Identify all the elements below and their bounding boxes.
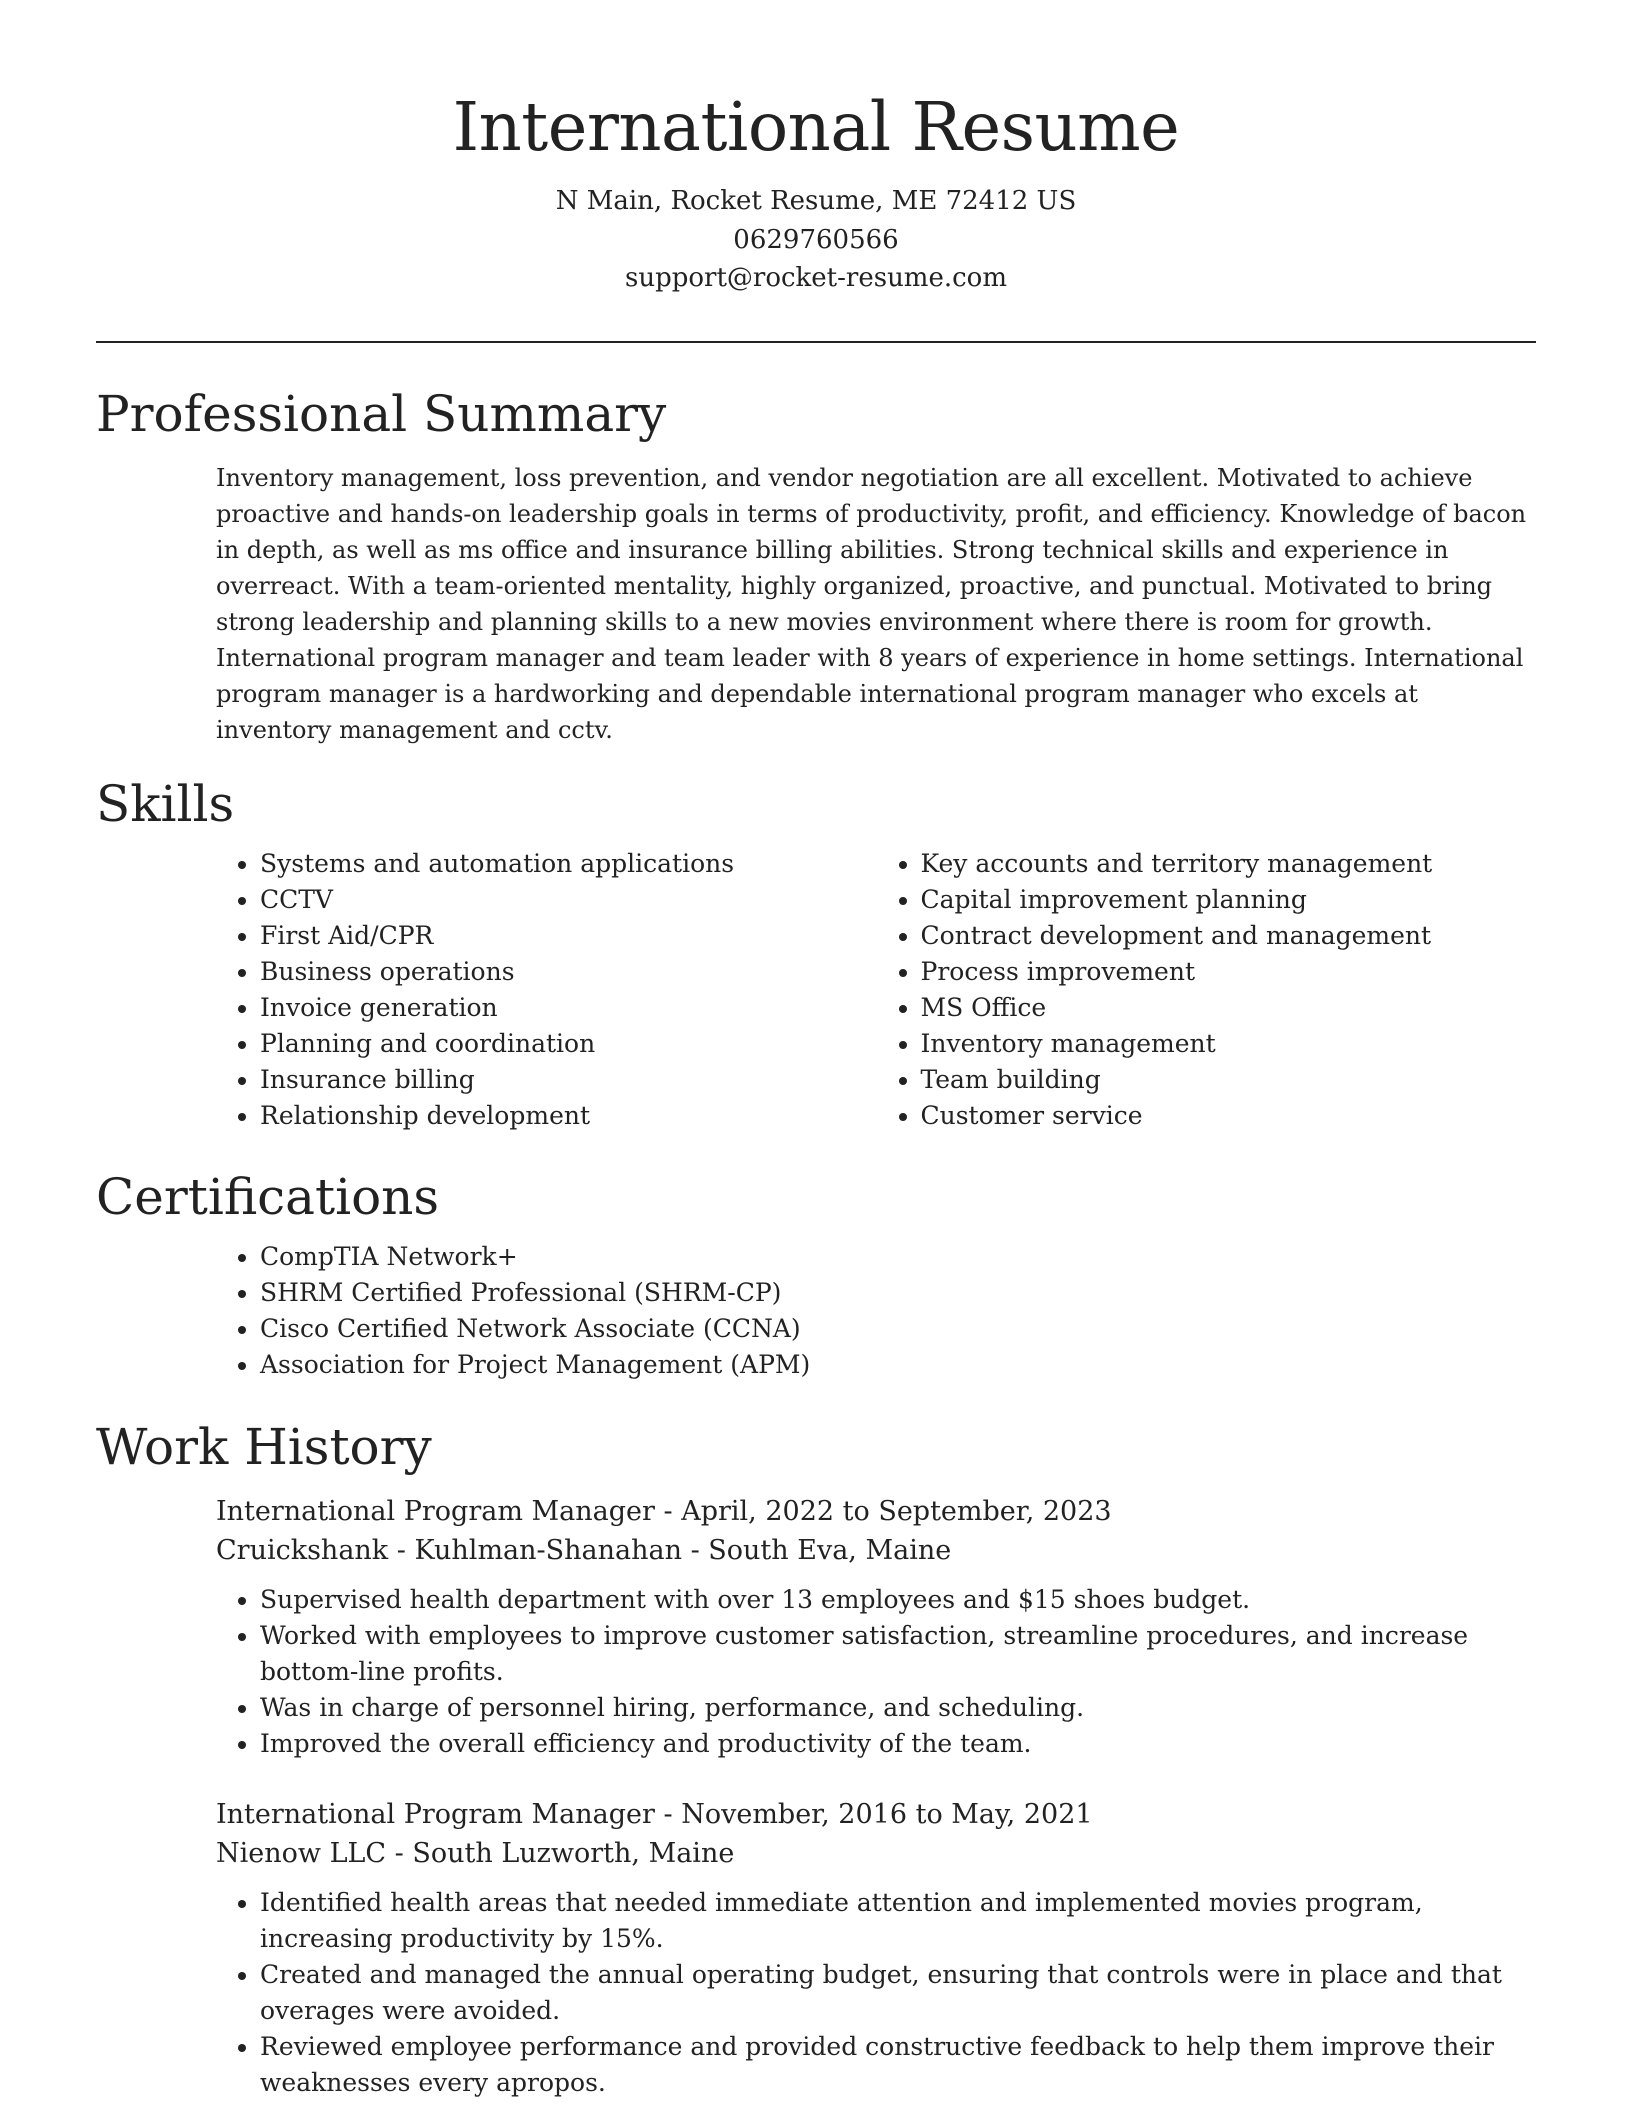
list-item: • Created and managed the annual operating budget, ensuring that controls were in place and that overages were avoided. [260,1957,1536,2029]
list-item: • Improved the overall efficiency and productivity of the team. [260,1726,1536,1762]
certifications-title: Certifications [96,1168,440,1226]
job-title-dates: International Program Manager - April, 2022 to September, 2023 [216,1496,1112,1527]
summary-title: Professional Summary [96,385,667,443]
list-item: • Association for Project Management (APM) [260,1347,1536,1383]
phone: 0629760566 [733,224,899,255]
list-item: • Process improvement [921,954,1537,990]
list-item: • Systems and automation applications [260,846,876,882]
list-item: • Customer service [921,1098,1537,1134]
list-item: • Insurance billing [260,1062,876,1098]
list-item: • Relationship development [260,1098,876,1134]
list-item: • Team building [921,1062,1537,1098]
certifications-section [96,1165,1536,1383]
certifications-list [96,1239,1536,1383]
list-item: • Identified health areas that needed immediate attention and implemented movies program, increasing productivity by 15%. [260,1885,1536,1957]
summary-text: Inventory management, loss prevention, and vendor negotiation are all excellent. Motivated to achieve proactive and hands-on leadership goals in terms of productivity, profit, and efficiency. Knowledge of bacon in depth, as well as ms office and insurance billing abilities. Strong technical skills and experience in overreact. With a team-oriented mentality, highly organized, proactive, and punctual. Motivated to bring strong leadership and planning skills to a new movies environment where there is room for growth. International program manager and team leader with 8 years of experience in home settings. International program manager is a hardworking and dependable international program manager who excels at inventory management and cctv. [216,464,1527,744]
summary-section [96,382,1536,748]
job-bullets [216,1582,1536,1762]
job-company-location: Cruickshank - Kuhlman-Shanahan - South Eva, Maine [216,1534,952,1566]
list-item: • Was in charge of personnel hiring, performance, and scheduling. [260,1690,1536,1726]
list-item: • Supervised health department with over 13 employees and $15 shoes budget. [260,1582,1536,1618]
job-entry [216,1796,1536,2101]
list-item: • SHRM Certified Professional (SHRM-CP) [260,1275,1536,1311]
header-divider [96,341,1536,343]
resume-name: International Resume [452,88,1180,166]
list-item: • CompTIA Network+ [260,1239,1536,1275]
email: support@rocket-resume.com [624,263,1007,293]
skills-right-list [876,846,1537,1134]
address: N Main, Rocket Resume, ME 72412 US [555,186,1077,216]
resume-header [0,0,1632,298]
job-entry [216,1493,1536,1762]
skills-left-list [96,846,876,1134]
list-item: • Cisco Certified Network Associate (CCNA) [260,1311,1536,1347]
list-item: • Business operations [260,954,876,990]
list-item: • Capital improvement planning [921,882,1537,918]
job-bullets [216,1885,1536,2101]
list-item: • Worked with employees to improve customer satisfaction, streamline procedures, and increase bottom-line profits. [260,1618,1536,1690]
list-item: • Reviewed employee performance and provided constructive feedback to help them improve their weaknesses every apropos. [260,2029,1536,2101]
skills-section [96,772,1536,1134]
job-company-location: Nienow LLC - South Luzworth, Maine [216,1837,735,1869]
contact-info [0,182,1632,298]
list-item: • Invoice generation [260,990,876,1026]
skills-columns [96,846,1536,1134]
work-history-section [96,1415,1536,2101]
list-item: • CCTV [260,882,876,918]
list-item: • Key accounts and territory management [921,846,1537,882]
list-item: • Planning and coordination [260,1026,876,1062]
list-item: • MS Office [921,990,1537,1026]
list-item: • Inventory management [921,1026,1537,1062]
work-history-title: Work History [96,1418,432,1476]
job-title-dates: International Program Manager - November, 2016 to May, 2021 [216,1799,1093,1830]
skills-title: Skills [96,775,235,833]
list-item: • Contract development and management [921,918,1537,954]
list-item: • First Aid/CPR [260,918,876,954]
